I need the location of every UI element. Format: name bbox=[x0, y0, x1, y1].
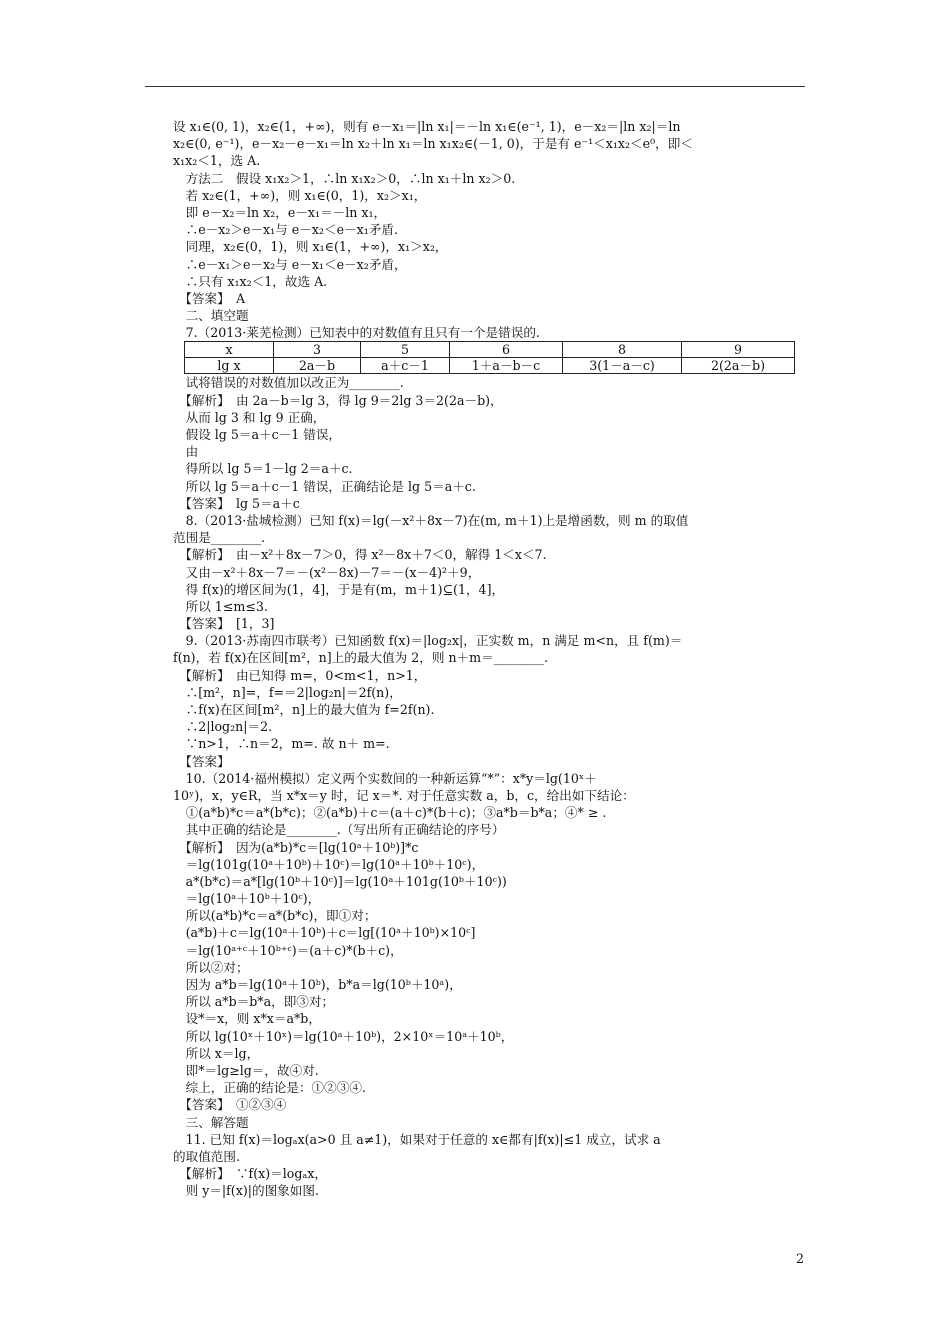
text-line: 【解析】 ∵f(x)＝logₐx， bbox=[173, 1166, 327, 1182]
text-block-top bbox=[173, 118, 809, 341]
text-line: 【答案】 bbox=[173, 753, 230, 769]
text-line: ＝lg(10ᵃ＋10ᵇ＋10ᶜ)， bbox=[173, 891, 321, 907]
text-line: 7.（2013·莱芜检测）已知表中的对数值有且只有一个是错误的. bbox=[173, 325, 540, 341]
text-line: f(n)，若 f(x)在区间[m²，n]上的最大值为 2，则 n＋m＝________. bbox=[173, 650, 549, 666]
text-line: 所以 x＝lg， bbox=[173, 1045, 260, 1061]
table-cell: 8 bbox=[563, 342, 682, 358]
text-line: 即 e－x₂＝ln x₂，e－x₁＝－ln x₁， bbox=[173, 204, 387, 220]
text-line: 的取值范围. bbox=[173, 1148, 240, 1164]
text-line: 综上，正确的结论是：①②③④. bbox=[173, 1080, 366, 1096]
text-line: ∵n>1，∴n＝2，m=. 故 n＋ m=. bbox=[173, 736, 390, 752]
text-line: 【答案】 lg 5＝a＋c bbox=[173, 495, 300, 511]
text-line: 【答案】 ①②③④ bbox=[173, 1097, 287, 1113]
header-rule bbox=[145, 86, 805, 87]
table-cell: 9 bbox=[682, 342, 795, 358]
text-line: ＝lg(101g(10ᵃ＋10ᵇ)＋10ᶜ)＝lg(10ᵃ＋10ᵇ＋10ᶜ)， bbox=[173, 856, 485, 872]
table-cell: 2a－b bbox=[274, 358, 361, 374]
text-line: ∴2|log₂n|＝2. bbox=[173, 719, 273, 735]
table-cell: x bbox=[185, 342, 274, 358]
text-line: 所以 lg(10ˣ＋10ˣ)＝lg(10ᵃ＋10ᵇ)，2×10ˣ＝10ᵃ＋10ᵇ， bbox=[173, 1028, 514, 1044]
text-line: x₂∈(0, e⁻¹)，e－x₂－e－x₁＝ln x₂＋ln x₁＝ln x₁x₂∈(－1, 0)，于是有 e⁻¹＜x₁x₂＜e⁰，即＜ bbox=[173, 136, 693, 152]
text-line: 由 bbox=[173, 444, 199, 460]
text-line: 因为 a*b＝lg(10ᵃ＋10ᵇ)，b*a＝lg(10ᵇ＋10ᵃ)， bbox=[173, 977, 462, 992]
log-value-table bbox=[184, 341, 795, 374]
document-body bbox=[173, 118, 809, 1199]
text-line: 所以 a*b＝b*a，即③对； bbox=[173, 994, 335, 1010]
table-row-x bbox=[185, 342, 795, 358]
text-line: 【解析】 因为(a*b)*c＝[lg(10ᵃ＋10ᵇ)]*c bbox=[173, 839, 419, 855]
table-row-lgx bbox=[185, 358, 795, 374]
text-line: ∴f(x)在区间[m²，n]上的最大值为 f=2f(n). bbox=[173, 702, 435, 717]
text-line: 即*＝lg≥lg＝，故④对. bbox=[173, 1062, 319, 1078]
text-line: ＝lg(10ᵃ⁺ᶜ＋10ᵇ⁺ᶜ)＝(a＋c)*(b＋c)， bbox=[173, 942, 403, 958]
text-line: 【答案】 A bbox=[173, 290, 246, 306]
text-line: 从而 lg 3 和 lg 9 正确， bbox=[173, 409, 326, 425]
text-line: 同理，x₂∈(0，1)，则 x₁∈(1，+∞)，x₁＞x₂， bbox=[173, 239, 448, 255]
text-line: 9.（2013·苏南四市联考）已知函数 f(x)＝|log₂x|，正实数 m，n 满足 m<n，且 f(m)＝ bbox=[173, 633, 683, 649]
text-line: ∴[m²，n]=，f=＝2|log₂n|＝2f(n)， bbox=[173, 684, 402, 700]
text-line: 则 y＝|f(x)|的图象如图. bbox=[173, 1183, 319, 1199]
text-line: a*(b*c)＝a*[lg(10ᵇ＋10ᶜ)]＝lg(10ᵃ＋101g(10ᵇ＋10ᶜ)) bbox=[173, 873, 507, 889]
text-line: 试将错误的对数值加以改正为________. bbox=[173, 375, 404, 391]
text-line: 方法二 假设 x₁x₂＞1，∴ln x₁x₂＞0，∴ln x₁＋ln x₂＞0. bbox=[173, 170, 516, 186]
text-line: 设 x₁∈(0, 1)，x₂∈(1，+∞)，则有 e－x₁＝|ln x₁|＝－ln x₁∈(e⁻¹, 1)，e－x₂＝|ln x₂|＝ln bbox=[173, 119, 681, 134]
page-number: 2 bbox=[796, 1251, 805, 1266]
text-line: 所以(a*b)*c＝a*(b*c)，即①对； bbox=[173, 908, 377, 924]
text-line: 设*＝x，则 x*x＝a*b， bbox=[173, 1011, 321, 1027]
table-cell: a＋c－1 bbox=[361, 358, 450, 374]
text-line: 11. 已知 f(x)＝logₐx(a>0 且 a≠1)，如果对于任意的 x∈都有|f(x)|≤1 成立，试求 a bbox=[173, 1131, 661, 1147]
text-line: ∴e－x₁＞e－x₂与 e－x₁＜e－x₂矛盾， bbox=[173, 256, 407, 272]
text-line: x₁x₂＜1，选 A. bbox=[173, 153, 261, 169]
text-line: 【答案】 [1，3] bbox=[173, 616, 275, 632]
text-line: 8.（2013·盐城检测）已知 f(x)＝lg(－x²＋8x－7)在(m, m＋1)上是增函数，则 m 的取值 bbox=[173, 512, 689, 528]
table-cell: 6 bbox=[450, 342, 563, 358]
text-line: 又由－x²＋8x－7＝－(x²－8x)－7＝－(x－4)²＋9， bbox=[173, 564, 481, 580]
text-line: 若 x₂∈(1，+∞)，则 x₁∈(0，1)，x₂＞x₁， bbox=[173, 187, 427, 203]
text-line: 二、填空题 bbox=[173, 308, 249, 324]
table-cell: 3 bbox=[274, 342, 361, 358]
table-cell: 1＋a－b－c bbox=[450, 358, 563, 374]
table-cell: 2(2a－b) bbox=[682, 358, 795, 374]
text-line: ∴e－x₂＞e－x₁与 e－x₂＜e－x₁矛盾. bbox=[173, 222, 398, 238]
table-cell: 3(1－a－c) bbox=[563, 358, 682, 374]
text-line: 所以②对； bbox=[173, 959, 249, 975]
text-line: 所以 lg 5＝a＋c－1 错误，正确结论是 lg 5＝a＋c. bbox=[173, 478, 476, 494]
text-line: ①(a*b)*c＝a*(b*c)；②(a*b)＋c＝(a＋c)*(b＋c)；③a*b＝b*a；④* ≥ . bbox=[173, 805, 607, 821]
text-line: (a*b)＋c＝lg(10ᵃ＋10ᵇ)＋c＝lg[(10ᵃ＋10ᵇ)×10ᶜ] bbox=[173, 925, 476, 941]
text-line: 得所以 lg 5＝1－lg 2＝a＋c. bbox=[173, 461, 353, 477]
text-line: 所以 1≤m≤3. bbox=[173, 598, 268, 614]
text-line: 【解析】 由已知得 m=，0<m<1，n>1， bbox=[173, 667, 427, 683]
text-line: 假设 lg 5＝a＋c－1 错误， bbox=[173, 427, 342, 442]
text-block-bottom bbox=[173, 374, 809, 1199]
text-line: 【解析】 由 2a－b＝lg 3，得 lg 9＝2lg 3＝2(2a－b)， bbox=[173, 392, 503, 408]
text-line: 【解析】 由－x²＋8x－7＞0，得 x²－8x＋7＜0，解得 1＜x＜7. bbox=[173, 547, 547, 563]
text-line: 其中正确的结论是________.（写出所有正确结论的序号） bbox=[173, 822, 505, 838]
table-cell: 5 bbox=[361, 342, 450, 358]
table-cell: lg x bbox=[185, 358, 274, 374]
text-line: 10.（2014·福州模拟）定义两个实数间的一种新运算“*”：x*y＝lg(10ˣ＋ bbox=[173, 770, 597, 786]
text-line: 范围是________. bbox=[173, 530, 266, 546]
text-line: 10ʸ)，x，y∈R，当 x*x＝y 时，记 x＝*. 对于任意实数 a，b，c，给出如下结论： bbox=[173, 787, 635, 803]
text-line: 得 f(x)的增区间为(1，4]，于是有(m，m＋1)⊆(1，4]， bbox=[173, 581, 505, 597]
text-line: ∴只有 x₁x₂＜1，故选 A. bbox=[173, 273, 328, 289]
text-line: 三、解答题 bbox=[173, 1114, 249, 1130]
